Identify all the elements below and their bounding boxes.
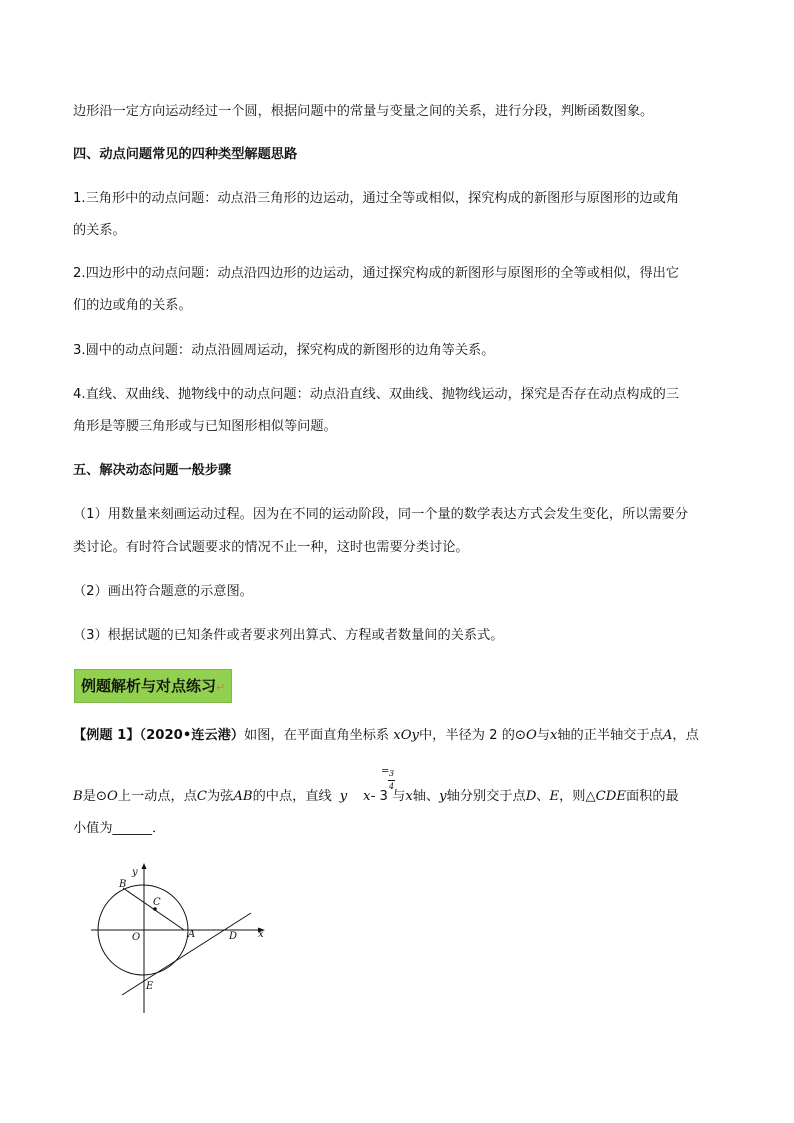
example-line-2: [73, 788, 679, 806]
example-text: 面积的最: [625, 789, 679, 804]
label-y: y: [132, 867, 138, 878]
math-var: x: [549, 728, 558, 743]
math-var: C: [196, 789, 207, 804]
math-var: x: [363, 789, 371, 804]
example-text: 的中点，直线: [252, 789, 332, 804]
label-D: D: [229, 931, 238, 942]
section-heading-5: 五、解决动态问题一般步骤: [73, 463, 232, 478]
label-B: B: [119, 879, 127, 890]
item-1-line-1: 1.三角形中的动点问题：动点沿三角形的边运动，通过全等或相似，探究构成的新图形与原图形的边或角: [73, 191, 680, 206]
example-text: ，点: [672, 728, 699, 743]
example-source: （2020•连云港）: [139, 728, 245, 743]
section-heading-4: 四、动点问题常见的四种类型解题思路: [73, 147, 298, 162]
example-text: - 3 与: [370, 789, 406, 804]
math-var: y: [339, 789, 348, 804]
example-text: ，则△: [559, 789, 596, 804]
geometry-figure: [86, 855, 271, 1015]
math-var: AB: [233, 789, 253, 804]
math-var: E: [549, 789, 560, 804]
example-text: 是⊙: [82, 789, 107, 804]
example-text: 轴、: [412, 789, 440, 804]
example-line-3: 小值为______．: [73, 821, 166, 836]
example-text: 轴的正半轴交于点: [557, 728, 663, 743]
step-2: （2）画出符合题意的示意图。: [73, 584, 253, 599]
item-1-line-2: 的关系。: [73, 223, 126, 238]
math-var: O: [106, 789, 118, 804]
math-var: D: [525, 789, 537, 804]
fraction-numerator: 3: [389, 769, 395, 778]
example-text: 与: [536, 728, 550, 743]
line-DE: [122, 913, 251, 995]
paragraph-continuation: 边形沿一定方向运动经过一个圆，根据问题中的常量与变量之间的关系，进行分段，判断函数图象。: [73, 104, 654, 119]
label-C: C: [153, 897, 161, 908]
example-line-1: [73, 727, 699, 745]
math-var: CDE: [595, 789, 626, 804]
item-4-line-1: 4.直线、双曲线、抛物线中的动点问题：动点沿直线、双曲线、抛物线运动，探究是否存在动点构成的三: [73, 387, 680, 402]
label-E: E: [146, 981, 154, 992]
math-var: x: [405, 789, 413, 804]
step-1-line-1: （1）用数量来刻画运动过程。因为在不同的运动阶段，同一个量的数学表达方式会发生变化，所以需要分: [73, 507, 689, 522]
banner-label: 例题解析与对点练习: [81, 677, 217, 695]
math-var: y: [439, 789, 447, 804]
y-axis-arrow-icon: [142, 863, 147, 869]
label-x: x: [258, 929, 264, 940]
label-O: O: [132, 932, 141, 943]
example-text: 为弦: [206, 789, 234, 804]
math-var: A: [662, 728, 673, 743]
fraction-denominator: 4: [389, 782, 395, 791]
example-text: 上一动点，点: [117, 789, 197, 804]
example-tag: 【例题 1】: [73, 728, 140, 743]
equation-equals-sign: =: [381, 766, 390, 777]
example-text: 轴分别交于点: [446, 789, 526, 804]
item-2-line-1: 2.四边形中的动点问题：动点沿四边形的边运动，通过探究构成的新图形与原图形的全等或相似，得出它: [73, 266, 680, 281]
item-3: 3.圆中的动点问题：动点沿圆周运动，探究构成的新图形的边角等关系。: [73, 343, 495, 358]
math-var: B: [73, 789, 83, 804]
math-var: O: [525, 728, 537, 743]
example-text: 、: [536, 789, 550, 804]
fraction-bar: [388, 780, 395, 781]
paragraph-mark-icon: ↵: [216, 681, 226, 694]
step-3: （3）根据试题的已知条件或者要求列出算式、方程或者数量间的关系式。: [73, 628, 504, 643]
math-var: xOy: [393, 728, 419, 743]
item-4-line-2: 角形是等腰三角形或与已知图形相似等问题。: [73, 419, 337, 434]
example-section-banner: [74, 669, 232, 703]
item-2-line-2: 们的边或角的关系。: [73, 298, 192, 313]
example-text: 如图，在平面直角坐标系: [244, 728, 390, 743]
label-A: A: [188, 929, 196, 940]
step-1-line-2: 类讨论。有时符合试题要求的情况不止一种，这时也需要分类讨论。: [73, 540, 469, 555]
example-text: 中，半径为 2 的⊙: [418, 728, 526, 743]
